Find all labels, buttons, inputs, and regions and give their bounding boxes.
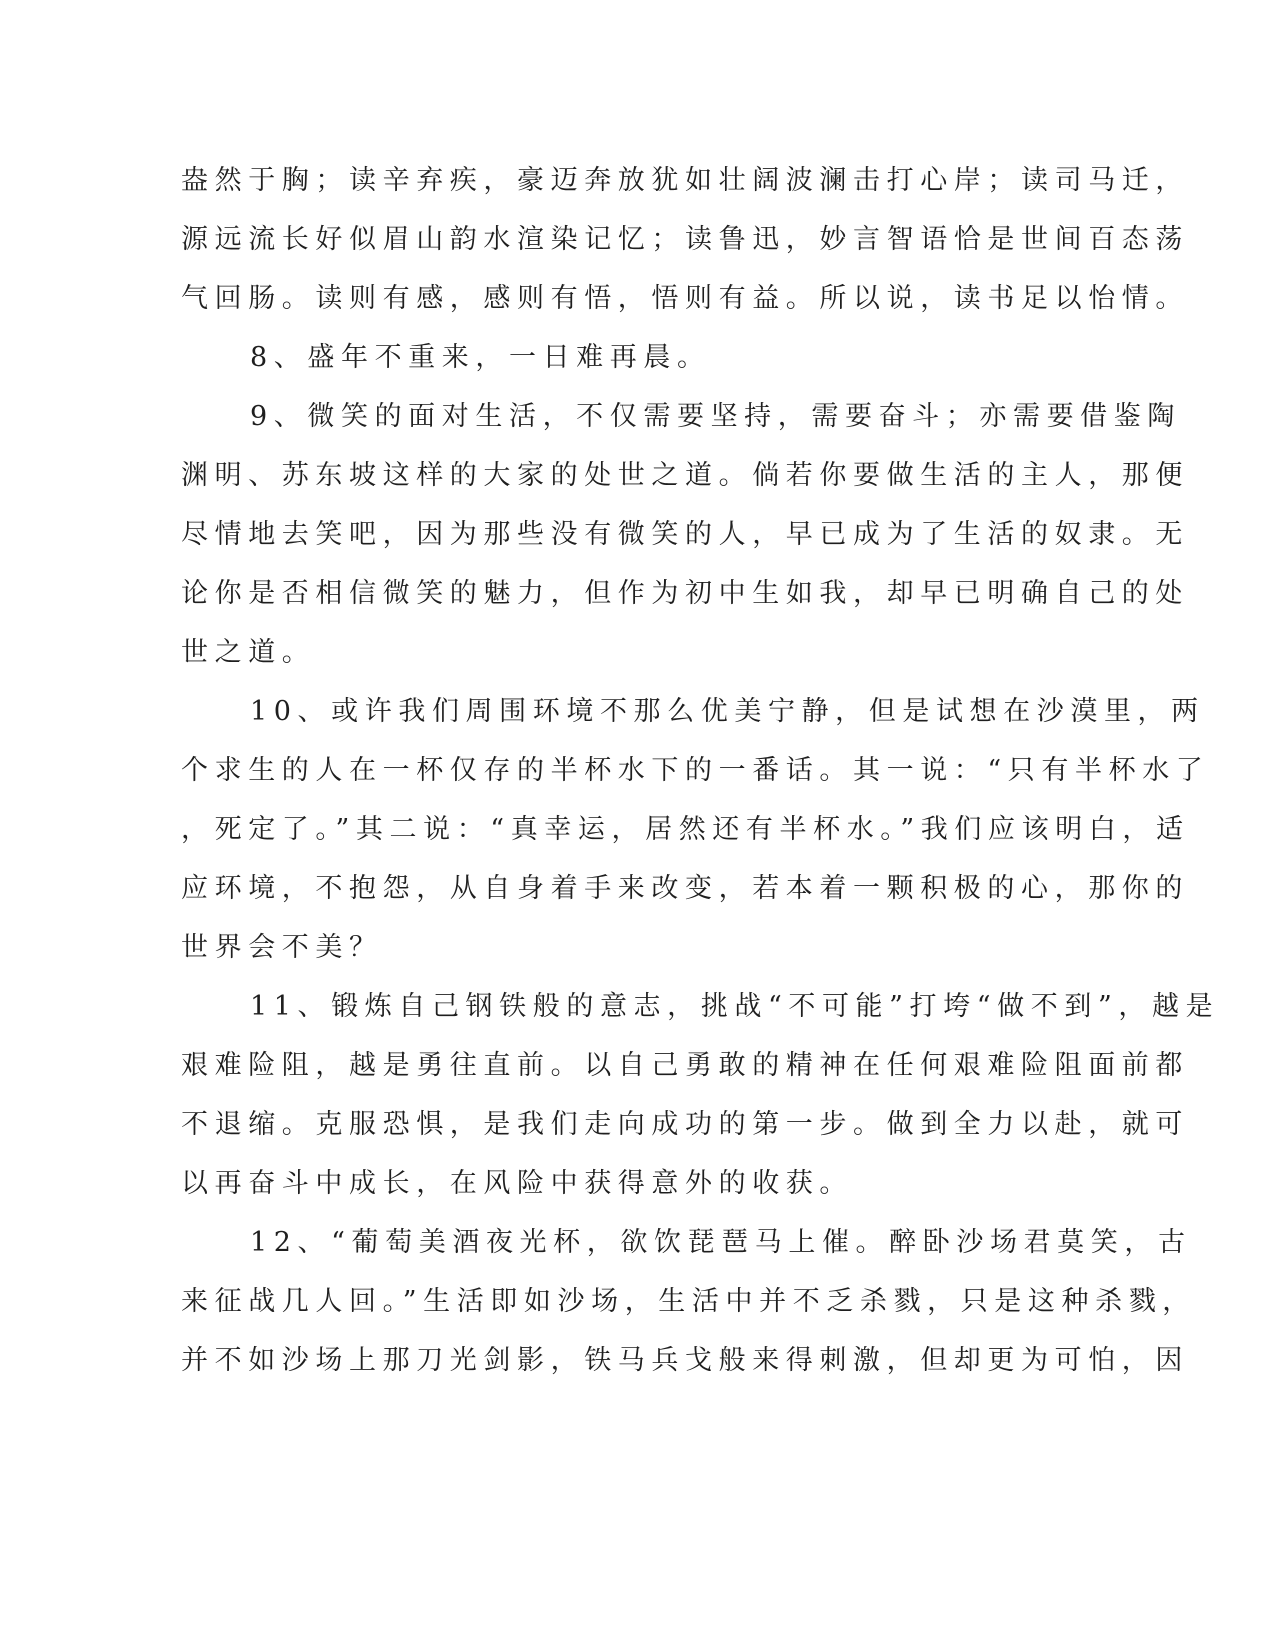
paragraph-12-line: 12、“葡萄美酒夜光杯，欲饮琵琶马上催。醉卧沙场君莫笑，古: [250, 1227, 1192, 1258]
text-line: 艰难险阻，越是勇往直前。以自己勇敢的精神在任何艰难险阻面前都: [181, 1050, 1189, 1081]
text-line: 论你是否相信微笑的魅力，但作为初中生如我，却早已明确自己的处: [181, 578, 1189, 609]
text-line: 盎然于胸；读辛弃疾，豪迈奔放犹如壮阔波澜击打心岸；读司马迁，: [181, 165, 1189, 196]
paragraph-10-line: 10、或许我们周围环境不那么优美宁静，但是试想在沙漠里，两: [250, 696, 1205, 727]
text-line: 渊明、苏东坡这样的大家的处世之道。倘若你要做生活的主人，那便: [181, 460, 1189, 491]
paragraph-9-line: 9、微笑的面对生活，不仅需要坚持，需要奋斗；亦需要借鉴陶: [250, 401, 1181, 432]
paragraph-8-line: 8、盛年不重来，一日难再晨。: [250, 342, 711, 373]
text-line: ，死定了。”其二说：“真幸运，居然还有半杯水。”我们应该明白，适: [181, 814, 1190, 845]
text-line: 并不如沙场上那刀光剑影，铁马兵戈般来得刺激，但却更为可怕，因: [181, 1345, 1189, 1376]
text-line: 个求生的人在一杯仅存的半杯水下的一番话。其一说：“只有半杯水了: [181, 755, 1210, 786]
text-line: 不退缩。克服恐惧，是我们走向成功的第一步。做到全力以赴，就可: [181, 1109, 1189, 1140]
text-line: 应环境，不抱怨，从自身着手来改变，若本着一颗积极的心，那你的: [181, 873, 1189, 904]
text-line: 世之道。: [181, 637, 316, 668]
text-line: 气回肠。读则有感，感则有悟，悟则有益。所以说，读书足以怡情。: [181, 283, 1189, 314]
text-line: 源远流长好似眉山韵水渲染记忆；读鲁迅，妙言智语恰是世间百态荡: [181, 224, 1189, 255]
text-line: 以再奋斗中成长，在风险中获得意外的收获。: [181, 1168, 853, 1199]
text-line: 尽情地去笑吧，因为那些没有微笑的人，早已成为了生活的奴隶。无: [181, 519, 1189, 550]
text-line: 来征战几人回。”生活即如沙场，生活中并不乏杀戮，只是这种杀戮，: [181, 1286, 1196, 1317]
text-line: 世界会不美？: [181, 932, 383, 963]
paragraph-11-line: 11、锻炼自己钢铁般的意志，挑战“不可能”打垮“做不到”，越是: [250, 991, 1220, 1022]
